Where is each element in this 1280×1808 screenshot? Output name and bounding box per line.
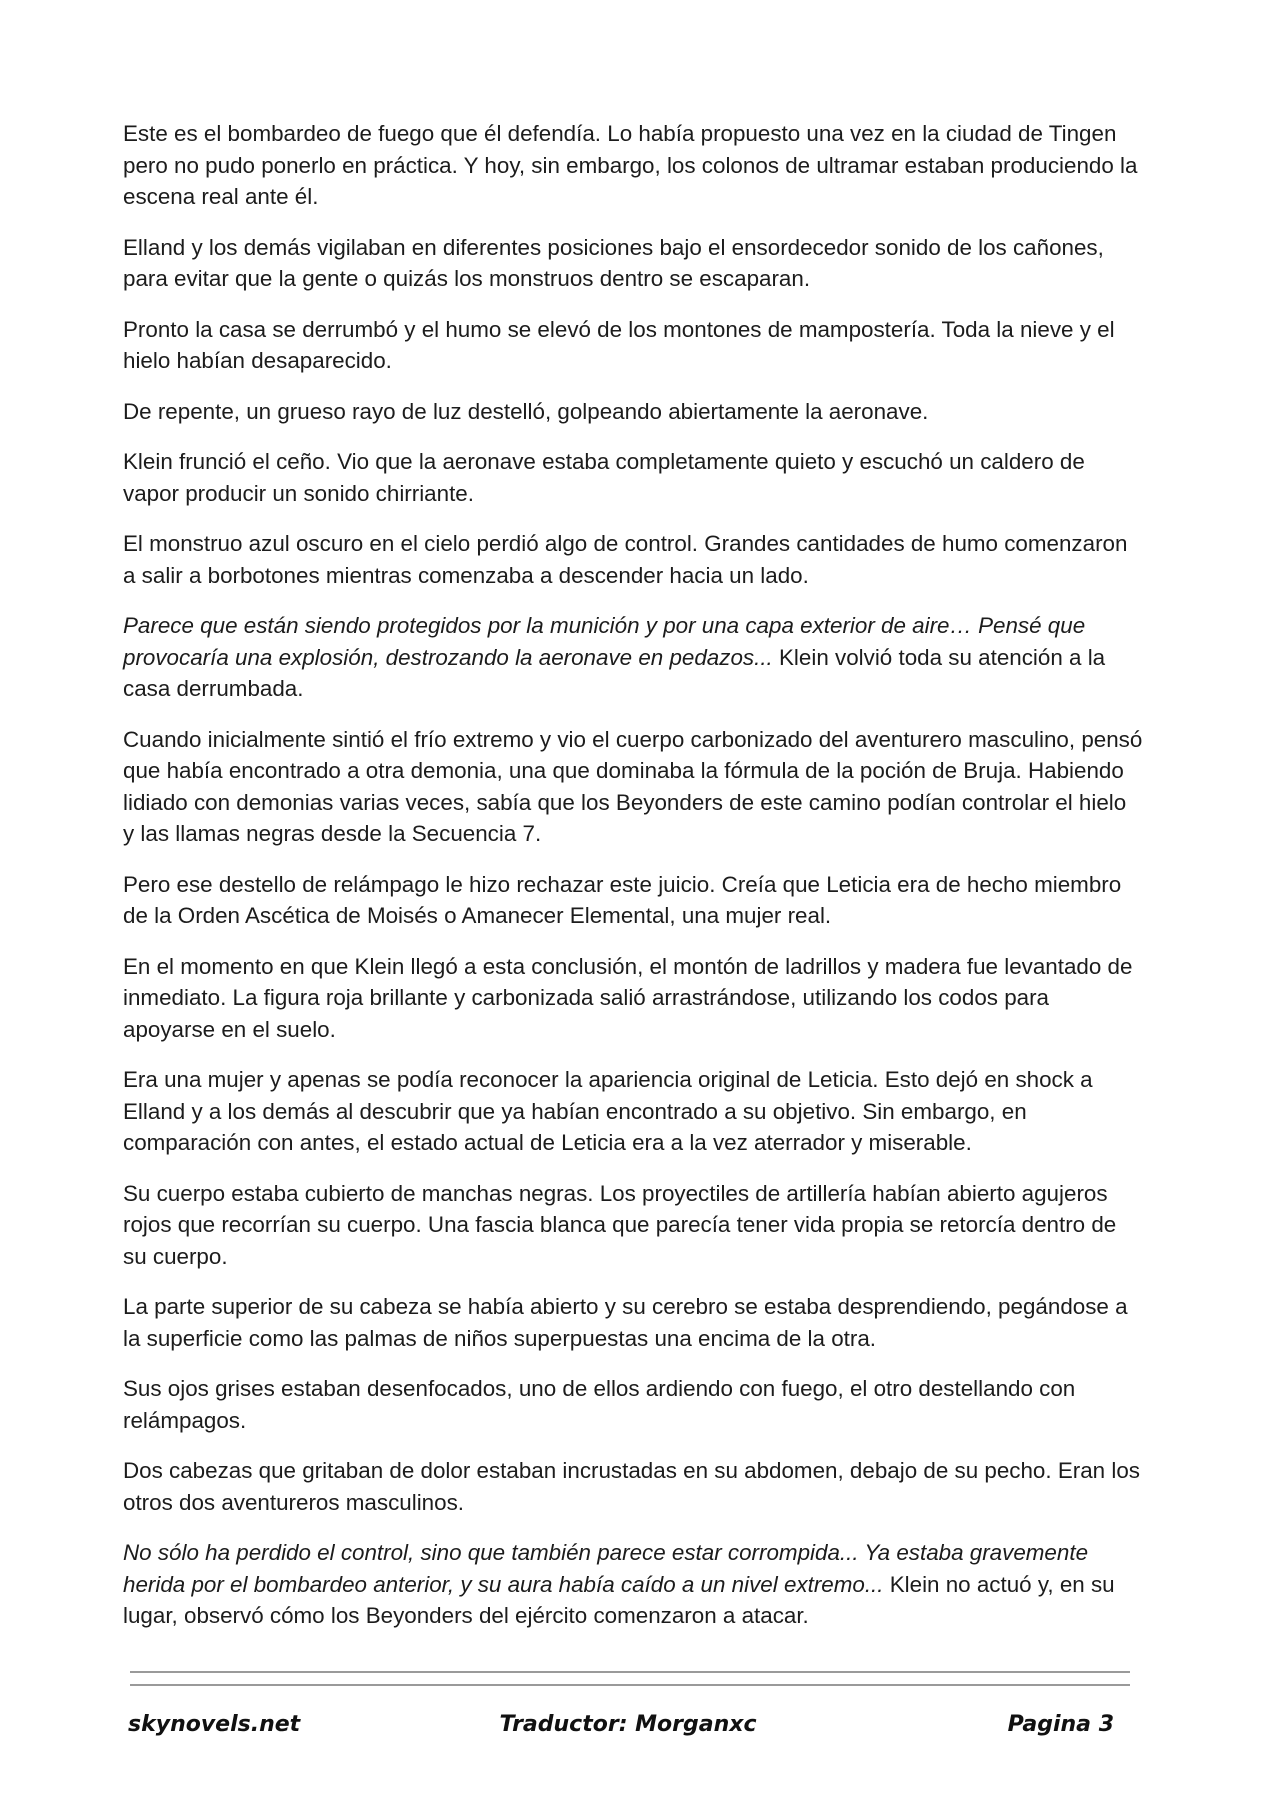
paragraph-text: Klein no actuó y, en su lugar, observó cómo los Beyonders del ejército comenzaron a atacar.	[123, 1571, 1115, 1628]
paragraph-text: En el momento en que Klein llegó a esta conclusión, el montón de ladrillos y madera fue levantado de inmediato. La figura roja brillante y carbonizada salió arrastrándose, utilizando los codos para apoyarse en el suelo.	[123, 953, 1133, 1042]
paragraph-text: La parte superior de su cabeza se había abierto y su cerebro se estaba desprendiendo, pegándose a la superficie como las palmas de niños superpuestas una encima de la otra.	[123, 1294, 1128, 1351]
paragraph	[123, 118, 1143, 213]
paragraph	[123, 1455, 1143, 1518]
paragraph-text: Elland y los demás vigilaban en diferentes posiciones bajo el ensordecedor sonido de los cañones, para evitar que la gente o quizás los monstruos dentro se escaparan.	[123, 234, 1104, 291]
paragraph	[123, 724, 1143, 850]
paragraph	[123, 1373, 1143, 1436]
footer-divider	[130, 1671, 1130, 1697]
paragraph-text: Pronto la casa se derrumbó y el humo se elevó de los montones de mampostería. Toda la nieve y el hielo habían desaparecido.	[123, 316, 1115, 373]
footer-rule-top	[130, 1671, 1130, 1673]
paragraph	[123, 869, 1143, 932]
paragraph	[123, 1537, 1143, 1632]
footer-rule-bottom	[130, 1684, 1130, 1686]
paragraph-text: Este es el bombardeo de fuego que él defendía. Lo había propuesto una vez en la ciudad de Tingen pero no pudo ponerlo en práctica. Y hoy, sin embargo, los colonos de ultramar estaban produciendo la escena real ante él.	[123, 121, 1138, 209]
paragraph-thought-text: No sólo ha perdido el control, sino que también parece estar corrompida... Ya estaba gravemente herida por el bombardeo anterior, y su aura había caído a un nivel extremo...	[123, 1540, 1089, 1597]
paragraph	[123, 528, 1143, 591]
paragraph-text: Dos cabezas que gritaban de dolor estaban incrustadas en su abdomen, debajo de su pecho. Eran los otros dos aventureros masculinos.	[123, 1458, 1140, 1515]
footer-translator: Traductor: Morganxc	[499, 1712, 757, 1737]
paragraph	[123, 314, 1143, 377]
paragraph-text: Klein frunció el ceño. Vio que la aeronave estaba completamente quieto y escuchó un caldero de vapor producir un sonido chirriante.	[123, 449, 1085, 506]
paragraph	[123, 951, 1143, 1046]
paragraph-thought-text: Parece que están siendo protegidos por la munición y por una capa exterior de aire… Pensé que provocaría una explosión, destrozando la aeronave en pedazos...	[123, 613, 1086, 670]
paragraph	[123, 1291, 1143, 1354]
paragraph	[123, 396, 1143, 428]
paragraph-text: Era una mujer y apenas se podía reconocer la apariencia original de Leticia. Esto dejó en shock a Elland y a los demás al descubrir que ya habían encontrado a su objetivo. Sin embargo, en comparación con antes, el estado actual de Leticia era a la vez aterrador y miserable.	[123, 1067, 1093, 1155]
footer-site: skynovels.net	[128, 1712, 301, 1737]
paragraph	[123, 232, 1143, 295]
paragraph	[123, 1064, 1143, 1159]
paragraph	[123, 1178, 1143, 1273]
paragraph-text: De repente, un grueso rayo de luz destelló, golpeando abiertamente la aeronave.	[123, 398, 929, 424]
footer-page-number: Pagina 3	[1007, 1712, 1114, 1737]
paragraph-text: Cuando inicialmente sintió el frío extremo y vio el cuerpo carbonizado del aventurero masculino, pensó que había encontrado a otra demonia, una que dominaba la fórmula de la poción de Bruja. Habiendo lidiado con demonias varias veces, sabía que los Beyonders de este camino podían controlar el hielo y las llamas negras desde la Secuencia 7.	[123, 726, 1143, 846]
paragraph-text: Su cuerpo estaba cubierto de manchas negras. Los proyectiles de artillería habían abierto agujeros rojos que recorrían su cuerpo. Una fascia blanca que parecía tener vida propia se retorcía dentro de su cuerpo.	[123, 1180, 1117, 1269]
paragraph	[123, 610, 1143, 705]
paragraph-text: El monstruo azul oscuro en el cielo perdió algo de control. Grandes cantidades de humo comenzaron a salir a borbotones mientras comenzaba a descender hacia un lado.	[123, 531, 1128, 588]
paragraph-text: Klein volvió toda su atención a la casa derrumbada.	[123, 644, 1106, 701]
paragraph-text: Sus ojos grises estaban desenfocados, uno de ellos ardiendo con fuego, el otro destellando con relámpagos.	[123, 1376, 1076, 1433]
document-body	[123, 118, 1143, 1651]
page-footer	[128, 1712, 1128, 1746]
paragraph	[123, 446, 1143, 509]
paragraph-text: Pero ese destello de relámpago le hizo rechazar este juicio. Creía que Leticia era de hecho miembro de la Orden Ascética de Moisés o Amanecer Elemental, una mujer real.	[123, 871, 1122, 928]
